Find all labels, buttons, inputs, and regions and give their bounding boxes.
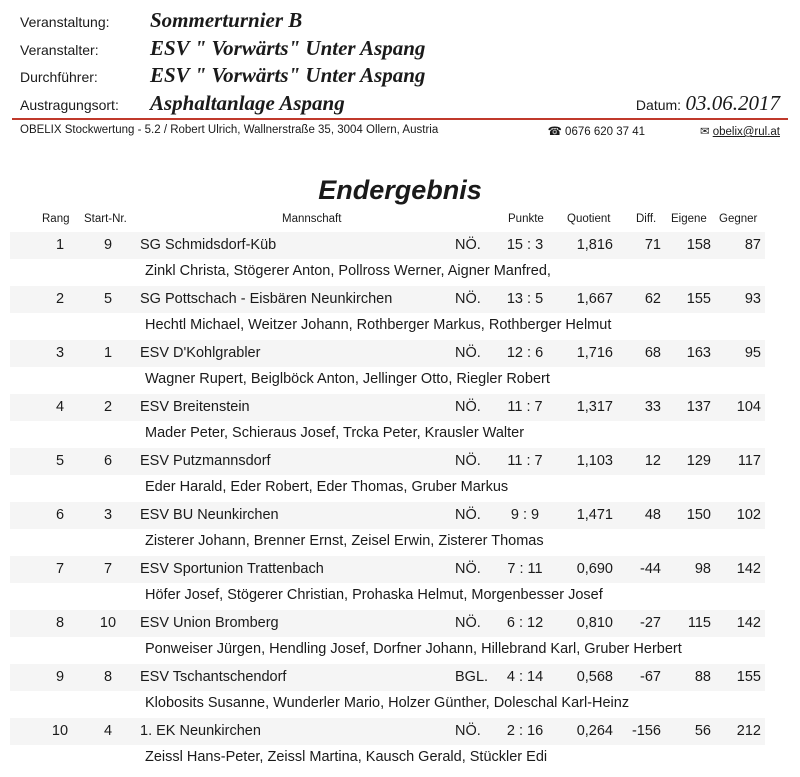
difference: -27 — [640, 615, 661, 631]
difference: 71 — [644, 237, 661, 253]
opponent-score: 93 — [744, 291, 761, 307]
start-number: 2 — [103, 399, 113, 415]
header-value: Asphaltanlage Aspang — [150, 91, 345, 115]
header-label: Austragungsort: — [20, 97, 119, 113]
difference: 48 — [644, 507, 661, 523]
start-number: 4 — [103, 723, 113, 739]
team-name: ESV Breitenstein — [140, 399, 250, 415]
region: NÖ. — [455, 561, 481, 577]
region: NÖ. — [455, 615, 481, 631]
own-score: 158 — [686, 237, 711, 253]
date-block — [636, 91, 780, 116]
rank: 8 — [55, 615, 65, 631]
table-row — [0, 286, 800, 340]
table-row — [0, 718, 800, 772]
header-value: ESV " Vorwärts" Unter Aspang — [150, 63, 426, 87]
table-row — [0, 232, 800, 286]
header-label: Veranstalter: — [20, 42, 99, 58]
team-name: ESV Tschantschendorf — [140, 669, 287, 685]
own-score: 155 — [686, 291, 711, 307]
difference: 68 — [644, 345, 661, 361]
table-row — [0, 394, 800, 448]
quotient: 0,568 — [576, 669, 613, 685]
opponent-score: 117 — [737, 453, 761, 469]
column-header-punkte: Punkte — [508, 213, 544, 225]
player-list: Zeissl Hans-Peter, Zeissl Martina, Kausch Gerald, Stückler Edi — [145, 749, 548, 765]
table-row — [0, 448, 800, 502]
points: 12 : 6 — [506, 345, 544, 361]
opponent-score: 212 — [736, 723, 761, 739]
player-list: Wagner Rupert, Beiglböck Anton, Jellinger Otto, Riegler Robert — [145, 371, 550, 387]
team-name: ESV Sportunion Trattenbach — [140, 561, 324, 577]
page-title: Endergebnis — [318, 175, 482, 205]
team-name: SG Pottschach - Eisbären Neunkirchen — [140, 291, 393, 307]
quotient: 0,264 — [576, 723, 613, 739]
region: NÖ. — [455, 237, 481, 253]
column-header-gegner: Gegner — [719, 213, 758, 225]
opponent-score: 104 — [736, 399, 761, 415]
column-header-eigene: Eigene — [671, 213, 707, 225]
start-number: 7 — [103, 561, 113, 577]
rank: 1 — [55, 237, 65, 253]
start-number: 9 — [103, 237, 113, 253]
region: NÖ. — [455, 399, 481, 415]
table-row — [0, 502, 800, 556]
points: 6 : 12 — [506, 615, 544, 631]
rank: 4 — [55, 399, 65, 415]
team-name: ESV D'Kohlgrabler — [140, 345, 261, 361]
header-label: Veranstaltung: — [20, 14, 110, 30]
quotient: 1,716 — [576, 345, 613, 361]
team-name: 1. EK Neunkirchen — [140, 723, 261, 739]
player-list: Mader Peter, Schieraus Josef, Trcka Peter, Krausler Walter — [145, 425, 525, 441]
player-list: Zisterer Johann, Brenner Ernst, Zeisel Erwin, Zisterer Thomas — [145, 533, 544, 549]
own-score: 115 — [687, 615, 711, 631]
column-header-quotient: Quotient — [567, 213, 611, 225]
header-divider — [12, 118, 788, 120]
rank: 10 — [51, 723, 69, 739]
region: NÖ. — [455, 507, 481, 523]
points: 15 : 3 — [506, 237, 544, 253]
points: 11 : 7 — [507, 399, 543, 415]
region: BGL. — [455, 669, 489, 685]
difference: -156 — [631, 723, 661, 739]
date-value: 03.06.2017 — [685, 91, 780, 115]
player-list: Klobosits Susanne, Wunderler Mario, Holzer Günther, Doleschal Karl-Heinz — [145, 695, 630, 711]
own-score: 88 — [694, 669, 711, 685]
quotient: 1,471 — [576, 507, 613, 523]
column-header-team: Mannschaft — [282, 213, 342, 225]
rank: 9 — [55, 669, 65, 685]
player-list: Eder Harald, Eder Robert, Eder Thomas, Gruber Markus — [145, 479, 509, 495]
own-score: 150 — [686, 507, 711, 523]
opponent-score: 87 — [744, 237, 761, 253]
phone-icon: ☎ — [547, 126, 562, 138]
region: NÖ. — [455, 723, 481, 739]
rank: 2 — [55, 291, 65, 307]
own-score: 56 — [694, 723, 711, 739]
rank: 3 — [55, 345, 65, 361]
column-header-rang: Rang — [42, 213, 70, 225]
start-number: 8 — [103, 669, 113, 685]
column-header-diff: Diff. — [636, 213, 657, 225]
player-list: Zinkl Christa, Stögerer Anton, Pollross Werner, Aigner Manfred, — [145, 263, 551, 279]
points: 9 : 9 — [510, 507, 540, 523]
quotient: 0,690 — [576, 561, 613, 577]
header-value: Sommerturnier B — [150, 8, 303, 32]
difference: -67 — [640, 669, 661, 685]
own-score: 129 — [686, 453, 711, 469]
region: NÖ. — [455, 291, 481, 307]
team-name: SG Schmidsdorf-Küb — [140, 237, 277, 253]
rank: 6 — [55, 507, 65, 523]
team-name: ESV Putzmannsdorf — [140, 453, 271, 469]
opponent-score: 142 — [736, 561, 761, 577]
quotient: 1,103 — [576, 453, 613, 469]
header-value: ESV " Vorwärts" Unter Aspang — [150, 36, 426, 60]
header-label: Durchführer: — [20, 69, 98, 85]
opponent-score: 142 — [736, 615, 761, 631]
difference: 62 — [644, 291, 661, 307]
start-number: 3 — [103, 507, 113, 523]
email-icon: ✉ — [699, 126, 710, 138]
rank: 7 — [55, 561, 65, 577]
points: 11 : 7 — [507, 453, 543, 469]
start-number: 1 — [103, 345, 113, 361]
quotient: 1,667 — [576, 291, 613, 307]
player-list: Ponweiser Jürgen, Hendling Josef, Dorfner Johann, Hillebrand Karl, Gruber Herbert — [145, 641, 682, 657]
opponent-score: 102 — [736, 507, 761, 523]
start-number: 5 — [103, 291, 113, 307]
difference: -44 — [640, 561, 661, 577]
region: NÖ. — [455, 453, 481, 469]
own-score: 137 — [686, 399, 711, 415]
column-header-start: Start-Nr. — [84, 213, 127, 225]
table-row — [0, 340, 800, 394]
table-row — [0, 610, 800, 664]
difference: 12 — [644, 453, 661, 469]
points: 13 : 5 — [506, 291, 544, 307]
points: 2 : 16 — [506, 723, 544, 739]
player-list: Höfer Josef, Stögerer Christian, Prohaska Helmut, Morgenbesser Josef — [145, 587, 603, 603]
team-name: ESV BU Neunkirchen — [140, 507, 279, 523]
phone-number: 0676 620 37 41 — [565, 126, 645, 138]
region: NÖ. — [455, 345, 481, 361]
player-list: Hechtl Michael, Weitzer Johann, Rothberger Markus, Rothberger Helmut — [145, 317, 612, 333]
opponent-score: 95 — [744, 345, 761, 361]
table-row — [0, 556, 800, 610]
start-number: 10 — [99, 615, 117, 631]
own-score: 98 — [694, 561, 711, 577]
quotient: 1,317 — [576, 399, 613, 415]
own-score: 163 — [686, 345, 711, 361]
start-number: 6 — [103, 453, 113, 469]
quotient: 1,816 — [576, 237, 613, 253]
team-name: ESV Union Bromberg — [140, 615, 279, 631]
opponent-score: 155 — [736, 669, 761, 685]
phone-contact — [548, 124, 645, 138]
rank: 5 — [55, 453, 65, 469]
quotient: 0,810 — [576, 615, 613, 631]
email-link[interactable]: obelix@rul.at — [712, 126, 780, 138]
table-row — [0, 664, 800, 718]
software-credit: OBELIX Stockwertung - 5.2 / Robert Ulrich, Wallnerstraße 35, 3004 Ollern, Austria — [20, 124, 439, 136]
difference: 33 — [644, 399, 661, 415]
date-label: Datum: — [635, 97, 682, 113]
points: 7 : 11 — [507, 561, 543, 577]
points: 4 : 14 — [506, 669, 544, 685]
email-contact — [700, 124, 780, 138]
